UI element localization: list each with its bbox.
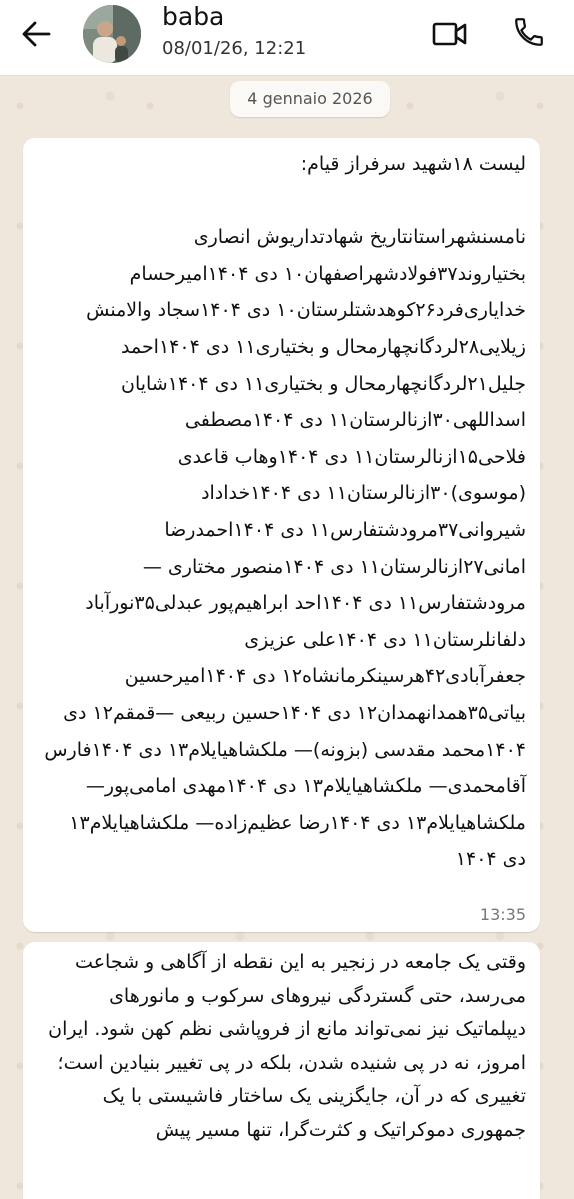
date-separator: 4 gennaio 2026	[230, 81, 390, 117]
message-bubble[interactable]	[23, 942, 540, 1199]
message-text: لیست ۱۸شهید سرفراز قیام: نامسنشهراستانتاریخ شهادتداریوش انصاری بختیاروند۳۷فولادشهراصفهان۱۰ دی ۱۴۰۴امیرحسام خدایاری‌فرد۲۶کوهدشتلرستان۱۰ دی ۱۴۰۴سجاد والامنش زیلایی۲۸لردگانچهارمحال و بختیاری۱۱ دی ۱۴۰۴احمد جلیل۲۱لردگانچهارمحال و بختیاری۱۱ دی ۱۴۰۴شایان اسداللهی۳۰ازنالرستان۱۱ دی ۱۴۰۴مصطفی فلاحی۱۵ازنالرستان۱۱ دی ۱۴۰۴وهاب قاعدی (موسوی)۳۰ازنالرستان۱۱ دی ۱۴۰۴خداداد شیروانی۳۷مرودشتفارس۱۱ دی ۱۴۰۴احمدرضا امانی۲۷ازنالرستان۱۱ دی ۱۴۰۴منصور مختاری —مرودشتفارس۱۱ دی ۱۴۰۴احد ابراهیم‌پور عبدلی۳۵نورآباد دلفانلرستان۱۱ دی ۱۴۰۴علی عزیزی جعفرآبادی۴۲هرسینکرمانشاه۱۲ دی ۱۴۰۴امیرحسین بیاتی۳۵همدانهمدان۱۲ دی ۱۴۰۴حسین ربیعی —قمقم۱۲ دی ۱۴۰۴محمد مقدسی (بزونه)— ملکشاهیایلام۱۳ دی ۱۴۰۴فارس آقامحمدی— ملکشاهیایلام۱۳ دی ۱۴۰۴مهدی امامی‌پور— ملکشاهیایلام۱۳ دی ۱۴۰۴رضا عظیم‌زاده— ملکشاهیایلام۱۳ دی ۱۴۰۴	[44, 153, 526, 871]
chat-header	[0, 0, 574, 76]
arrow-left-icon	[21, 21, 51, 47]
avatar[interactable]	[83, 5, 141, 63]
video-call-icon	[432, 20, 468, 48]
phone-icon	[512, 15, 546, 49]
voice-call-button[interactable]	[509, 12, 549, 52]
back-button[interactable]	[16, 14, 56, 54]
message-bubble[interactable]	[23, 138, 540, 932]
message-text: وقتی یک جامعه در زنجیر به این نقطه از آگاهی و شجاعت می‌رسد، حتی گستردگی نیروهای سرکوب و مانورهای دیپلماتیک نیز نمی‌تواند مانع از فروپاشی نظم کهن شود. ایران امروز، نه در پی شنیده شدن، بلکه در پی تغییر بنیادین است؛ تغییری که در آن، جایگزینی یک ساختار فاشیستی با یک جمهوری دموکراتیک و کثرت‌گرا، تنها مسیر پیش	[48, 951, 526, 1141]
message-time: 13:35	[479, 905, 526, 924]
chat-area[interactable]	[0, 76, 574, 1199]
contact-info[interactable]	[162, 2, 306, 60]
contact-name: baba	[162, 2, 225, 31]
video-call-button[interactable]	[430, 14, 470, 54]
contact-status: 08/01/26, 12:21	[162, 38, 307, 59]
